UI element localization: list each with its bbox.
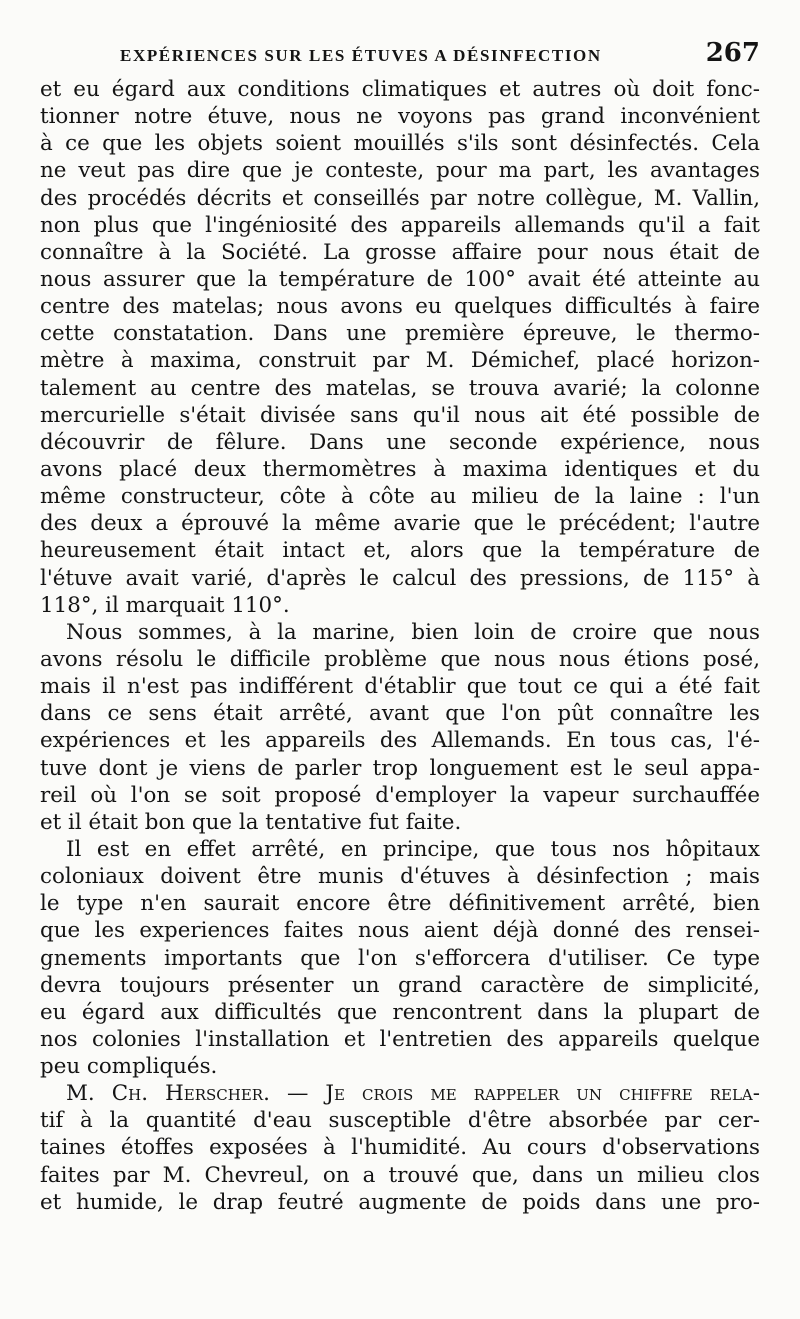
text-line: non plus que l'ingéniosité des appareils allemands qu'il a fait <box>40 212 760 238</box>
running-title: EXPÉRIENCES SUR LES ÉTUVES A DÉSINFECTION <box>120 46 602 65</box>
text-line: expériences et les appareils des Allemands. En tous cas, l'é- <box>40 728 760 754</box>
text-line: et humide, le drap feutré augmente de poids dans une pro- <box>40 1189 760 1215</box>
text-line: même constructeur, côte à côte au milieu de la laine : l'un <box>40 484 760 510</box>
text-line: dans ce sens était arrêté, avant que l'on pût connaître les <box>40 701 760 727</box>
text-line: Il est en effet arrêté, en principe, que tous nos hôpitaux <box>66 836 760 862</box>
text-line: faites par M. Chevreul, on a trouvé que, dans un milieu clos <box>40 1162 760 1188</box>
text-line: coloniaux doivent être munis d'étuves à désinfection ; mais <box>40 864 760 890</box>
text-line: des deux a éprouvé la même avarie que le précédent; l'autre <box>40 511 760 537</box>
text-line: cette constatation. Dans une première épreuve, le thermo- <box>40 321 760 347</box>
text-line: des procédés décrits et conseillés par notre collègue, M. Vallin, <box>40 185 760 211</box>
text-line: et il était bon que la tentative fut faite. <box>40 809 462 835</box>
text-line: heureusement était intact et, alors que la température de <box>40 538 760 564</box>
text-line: avons résolu le difficile problème que nous nous étions posé, <box>40 646 760 672</box>
text-line: à ce que les objets soient mouillés s'ils sont désinfectés. Cela <box>40 131 760 157</box>
text-line: talement au centre des matelas, se trouva avarié; la colonne <box>40 375 760 401</box>
text-line: eu égard aux difficultés que rencontrent dans la plupart de <box>40 999 760 1025</box>
text-line: connaître à la Société. La grosse affaire pour nous était de <box>40 239 760 265</box>
text-line: nous assurer que la température de 100° avait été atteinte au <box>40 266 760 292</box>
text-line: et eu égard aux conditions climatiques et autres où doit fonc- <box>40 77 760 102</box>
text-line: tuve dont je viens de parler trop longuement est le seul appa- <box>40 755 760 781</box>
page-number: 267 <box>705 38 760 68</box>
text-line: peu compliqués. <box>40 1054 218 1080</box>
text-line: reil où l'on se soit proposé d'employer la vapeur surchauffée <box>40 782 760 808</box>
text-line: mercurielle s'était divisée sans qu'il nous ait été possible de <box>40 402 760 428</box>
text-line: découvrir de fêlure. Dans une seconde expérience, nous <box>40 429 760 455</box>
text-line: 118°, il marquait 110°. <box>40 592 290 618</box>
text-line: le type n'en saurait encore être définitivement arrêté, bien <box>40 891 760 917</box>
body-text <box>40 76 760 1216</box>
text-line: avons placé deux thermomètres à maxima identiques et du <box>40 456 760 482</box>
text-line: tionner notre étuve, nous ne voyons pas grand inconvénient <box>40 104 760 130</box>
text-line: Nous sommes, à la marine, bien loin de croire que nous <box>66 619 760 645</box>
text-line: gnements importants que l'on s'efforcera d'utiliser. Ce type <box>40 945 760 971</box>
text-line: tif à la quantité d'eau susceptible d'être absorbée par cer- <box>40 1108 760 1134</box>
text-line: nos colonies l'installation et l'entretien des appareils quelque <box>40 1026 760 1052</box>
text-line: centre des matelas; nous avons eu quelques difficultés à faire <box>40 294 760 320</box>
text-line: que les experiences faites nous aient déjà donné des rensei- <box>40 918 760 944</box>
text-line: devra toujours présenter un grand caractère de simplicité, <box>40 972 760 998</box>
running-header <box>40 38 760 74</box>
text-line: mais il n'est pas indifférent d'établir que tout ce qui a été fait <box>40 674 760 700</box>
text-line: ne veut pas dire que je conteste, pour ma part, les avantages <box>40 158 760 184</box>
text-line: mètre à maxima, construit par M. Démichef, placé horizon- <box>40 348 760 374</box>
text-line: taines étoffes exposées à l'humidité. Au cours d'observations <box>40 1135 760 1161</box>
text-line: M. Ch. Herscher. — Je crois me rappeler un chiffre rela- <box>66 1081 760 1107</box>
text-line: l'étuve avait varié, d'après le calcul des pressions, de 115° à <box>40 565 760 591</box>
